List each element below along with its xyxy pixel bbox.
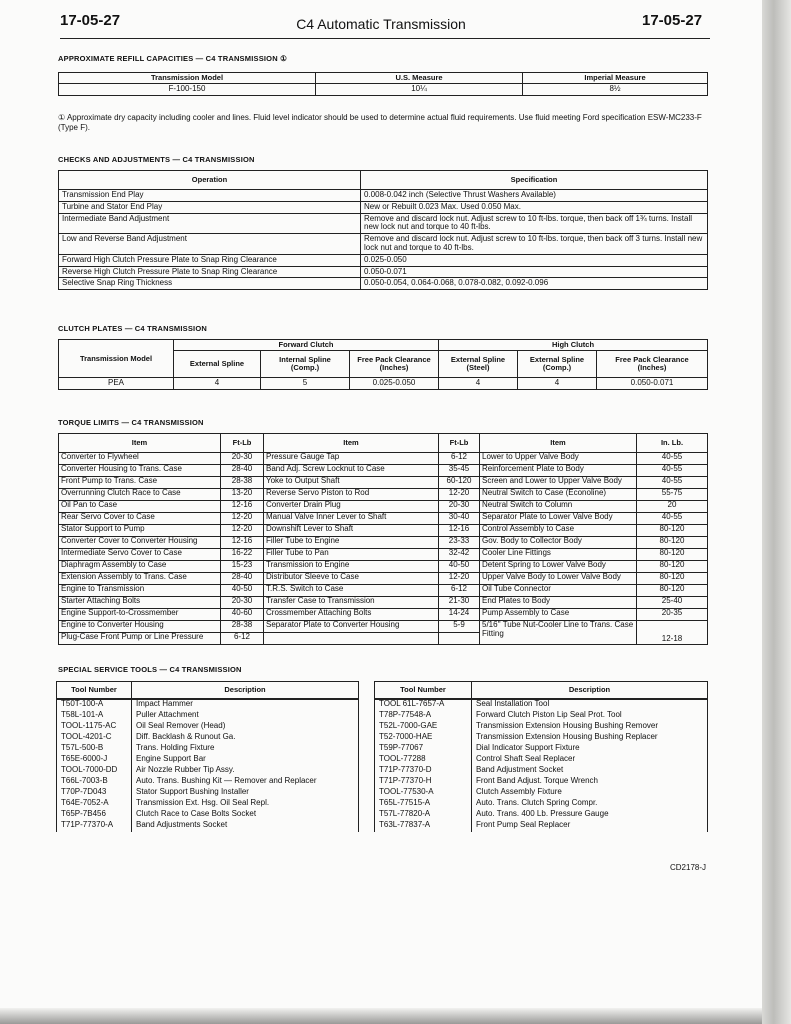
page-number-left: 17-05-27: [60, 12, 121, 29]
torque-item-2: Crossmember Attaching Bolts: [264, 609, 439, 621]
tool-number: T78P-77548-A: [375, 711, 472, 722]
torque-item-1: Front Pump to Trans. Case: [59, 477, 221, 489]
tool-description: Air Nozzle Rubber Tip Assy.: [132, 766, 359, 777]
tools-left-col-description: Description: [132, 682, 359, 700]
clutch-group-forward: Forward Clutch: [174, 340, 439, 351]
torque-value-3: 40-55: [637, 453, 708, 465]
torque-col-ftlb-2: Ft-Lb: [439, 434, 480, 453]
torque-item-1: Engine to Transmission: [59, 585, 221, 597]
tool-description: Band Adjustments Socket: [132, 821, 359, 832]
torque-value-1: 13-20: [221, 489, 264, 501]
tool-description: Band Adjustment Socket: [472, 766, 708, 777]
refill-heading: APPROXIMATE REFILL CAPACITIES — C4 TRANSMISSION ①: [58, 54, 288, 63]
tool-number: T71P-77370-D: [375, 766, 472, 777]
torque-item-1: Converter to Flywheel: [59, 453, 221, 465]
tool-number: T65E-6000-J: [57, 755, 132, 766]
refill-us: 10¼: [316, 84, 523, 96]
tool-description: Oil Seal Remover (Head): [132, 722, 359, 733]
tool-number: T59P-77067: [375, 744, 472, 755]
torque-item-2: Band Adj. Screw Locknut to Case: [264, 465, 439, 477]
tool-description: Clutch Race to Case Bolts Socket: [132, 810, 359, 821]
page-title: C4 Automatic Transmission: [296, 16, 466, 32]
torque-item-1: Oil Pan to Case: [59, 501, 221, 513]
torque-item-1: Intermediate Servo Cover to Case: [59, 549, 221, 561]
refill-model: F-100-150: [59, 84, 316, 96]
torque-value-1: 15-23: [221, 561, 264, 573]
torque-item-2: Pressure Gauge Tap: [264, 453, 439, 465]
clutch-model: PEA: [59, 378, 174, 390]
clutch-col-fwd-int: Internal Spline (Comp.): [261, 351, 350, 378]
torque-value-2: 35-45: [439, 465, 480, 477]
torque-item-1: Starter Attaching Bolts: [59, 597, 221, 609]
torque-item-2: Yoke to Output Shaft: [264, 477, 439, 489]
torque-value-3: 80-120: [637, 537, 708, 549]
tool-number: T71P-77370-H: [375, 777, 472, 788]
torque-item-3: Gov. Body to Collector Body: [480, 537, 637, 549]
torque-item-1: Converter Housing to Trans. Case: [59, 465, 221, 477]
torque-item-3: Separator Plate to Lower Valve Body: [480, 513, 637, 525]
tool-description: Puller Attachment: [132, 711, 359, 722]
torque-item-3: Neutral Switch to Column: [480, 501, 637, 513]
tool-number: T52-7000-HAE: [375, 733, 472, 744]
checks-operation: Reverse High Clutch Pressure Plate to Snap Ring Clearance: [59, 266, 361, 278]
clutch-col-high-ext-comp: External Spline (Comp.): [518, 351, 597, 378]
tools-right-col-description: Description: [472, 682, 708, 700]
torque-value-3: 80-120: [637, 573, 708, 585]
checks-operation: Transmission End Play: [59, 190, 361, 202]
tool-number: T66L-7003-B: [57, 777, 132, 788]
page-bottom-shadow: [0, 1008, 762, 1024]
torque-row: [59, 513, 708, 525]
torque-value-2: 21-30: [439, 597, 480, 609]
torque-row: [59, 465, 708, 477]
torque-item-2: Manual Valve Inner Lever to Shaft: [264, 513, 439, 525]
torque-item-2: Downshift Lever to Shaft: [264, 525, 439, 537]
torque-heading: TORQUE LIMITS — C4 TRANSMISSION: [58, 418, 204, 427]
checks-operation: Turbine and Stator End Play: [59, 201, 361, 213]
torque-item-1: Engine Support-to-Crossmember: [59, 609, 221, 621]
torque-item-3: Screen and Lower to Upper Valve Body: [480, 477, 637, 489]
refill-imperial: 8½: [523, 84, 708, 96]
torque-value-3: 40-55: [637, 513, 708, 525]
torque-value-1: 28-38: [221, 621, 264, 633]
tool-number: T64E-7052-A: [57, 799, 132, 810]
tool-description: Control Shaft Seal Replacer: [472, 755, 708, 766]
torque-item-1: Plug-Case Front Pump or Line Pressure: [59, 633, 221, 645]
torque-value-1: 12-20: [221, 525, 264, 537]
checks-row: [59, 254, 708, 266]
refill-footnote: ① Approximate dry capacity including cooler and lines. Fluid level indicator should be used to determine actual fluid requirements. Use fluid meeting Ford specification ESW-MC233-F (Type F).: [58, 113, 702, 133]
tool-description: Impact Hammer: [132, 699, 359, 711]
tool-description: Seal Installation Tool: [472, 699, 708, 711]
tool-number: T65P-7B456: [57, 810, 132, 821]
torque-value-2: 20-30: [439, 501, 480, 513]
clutch-col-model: Transmission Model: [59, 340, 174, 378]
torque-value-2: 14-24: [439, 609, 480, 621]
torque-value-3: 55-75: [637, 489, 708, 501]
clutch-high-ext-steel: 4: [439, 378, 518, 390]
refill-col-us: U.S. Measure: [316, 73, 523, 84]
checks-specification: New or Rebuilt 0.023 Max. Used 0.050 Max.: [361, 201, 708, 213]
torque-empty-2: [264, 633, 439, 645]
tool-number: T58L-101-A: [57, 711, 132, 722]
tool-number: T50T-100-A: [57, 699, 132, 711]
torque-item-2: T.R.S. Switch to Case: [264, 585, 439, 597]
torque-row: [59, 489, 708, 501]
torque-item-3: Control Assembly to Case: [480, 525, 637, 537]
torque-value-3: 80-120: [637, 585, 708, 597]
torque-row: [59, 453, 708, 465]
tools-left-col-number: Tool Number: [57, 682, 132, 700]
torque-col-item-2: Item: [264, 434, 439, 453]
tool-number: T57L-77820-A: [375, 810, 472, 821]
torque-item-1: Rear Servo Cover to Case: [59, 513, 221, 525]
clutch-col-high-ext-steel: External Spline (Steel): [439, 351, 518, 378]
torque-item-3: 5/16'' Tube Nut-Cooler Line to Trans. Case Fitting: [480, 621, 637, 645]
torque-value-2: 30-40: [439, 513, 480, 525]
torque-item-1: Overrunning Clutch Race to Case: [59, 489, 221, 501]
torque-value-1: 12-16: [221, 537, 264, 549]
torque-value-1: 40-60: [221, 609, 264, 621]
torque-item-1: Diaphragm Assembly to Case: [59, 561, 221, 573]
clutch-high-ext-comp: 4: [518, 378, 597, 390]
tool-description: Auto. Trans. Bushing Kit — Remover and Replacer: [132, 777, 359, 788]
torque-item-3: Upper Valve Body to Lower Valve Body: [480, 573, 637, 585]
tool-number: T70P-7D043: [57, 788, 132, 799]
tool-number: TOOL-7000-DD: [57, 766, 132, 777]
torque-value-1: 28-40: [221, 573, 264, 585]
refill-col-model: Transmission Model: [59, 73, 316, 84]
torque-value-3: 20-35: [637, 609, 708, 621]
clutch-fwd-ext: 4: [174, 378, 261, 390]
torque-item-1: Converter Cover to Converter Housing: [59, 537, 221, 549]
checks-specification: 0.025-0.050: [361, 254, 708, 266]
tool-description: Trans. Holding Fixture: [132, 744, 359, 755]
tool-description: Auto. Trans. 400 Lb. Pressure Gauge: [472, 810, 708, 821]
torque-value-2: 23-33: [439, 537, 480, 549]
clutch-high-free: 0.050-0.071: [597, 378, 708, 390]
checks-row: [59, 190, 708, 202]
torque-row: [59, 477, 708, 489]
tools-table-left: [56, 681, 359, 832]
tool-number: TOOL-1175-AC: [57, 722, 132, 733]
checks-row: [59, 234, 708, 255]
torque-value-1: 20-30: [221, 597, 264, 609]
checks-specification: 0.008-0.042 inch (Selective Thrust Washers Available): [361, 190, 708, 202]
torque-value-2: 40-50: [439, 561, 480, 573]
tool-number: T63L-77837-A: [375, 821, 472, 832]
torque-value-2: 6-12: [439, 453, 480, 465]
checks-specification: Remove and discard lock nut. Adjust screw to 10 ft-lbs. torque, then back off 1¾ turns. Install new lock nut and torque to 40 ft-lbs.: [361, 213, 708, 234]
tool-description: Auto. Trans. Clutch Spring Compr.: [472, 799, 708, 810]
checks-specification: 0.050-0.071: [361, 266, 708, 278]
torque-item-2: Distributor Sleeve to Case: [264, 573, 439, 585]
tool-description: Stator Support Bushing Installer: [132, 788, 359, 799]
torque-item-3: Pump Assembly to Case: [480, 609, 637, 621]
tools-row: [57, 821, 359, 832]
tool-description: Diff. Backlash & Runout Ga.: [132, 733, 359, 744]
torque-item-2: Separator Plate to Converter Housing: [264, 621, 439, 633]
torque-row: [59, 537, 708, 549]
torque-row: [59, 501, 708, 513]
torque-value-1: 40-50: [221, 585, 264, 597]
tool-number: T71P-77370-A: [57, 821, 132, 832]
tool-number: T65L-77515-A: [375, 799, 472, 810]
torque-item-2: Transfer Case to Transmission: [264, 597, 439, 609]
tool-number: T57L-500-B: [57, 744, 132, 755]
torque-item-2: Filler Tube to Engine: [264, 537, 439, 549]
clutch-col-fwd-ext: External Spline: [174, 351, 261, 378]
torque-item-1: Stator Support to Pump: [59, 525, 221, 537]
checks-col-operation: Operation: [59, 171, 361, 190]
torque-row: [59, 561, 708, 573]
refill-col-imperial: Imperial Measure: [523, 73, 708, 84]
torque-value-3: 12-18: [637, 621, 708, 645]
tool-description: Transmission Extension Housing Bushing Remover: [472, 722, 708, 733]
torque-value-1: 12-16: [221, 501, 264, 513]
torque-col-inlb-3: In. Lb.: [637, 434, 708, 453]
torque-value-3: 80-120: [637, 549, 708, 561]
tool-description: Engine Support Bar: [132, 755, 359, 766]
checks-col-spec: Specification: [361, 171, 708, 190]
checks-row: [59, 201, 708, 213]
checks-table: [58, 170, 708, 290]
clutch-fwd-int: 5: [261, 378, 350, 390]
torque-value-2: 60-120: [439, 477, 480, 489]
torque-value-1: 6-12: [221, 633, 264, 645]
tool-description: Front Pump Seal Replacer: [472, 821, 708, 832]
page-number-right: 17-05-27: [642, 12, 703, 29]
checks-specification: 0.050-0.054, 0.064-0.068, 0.078-0.082, 0.092-0.096: [361, 278, 708, 290]
refill-table: [58, 72, 708, 96]
torque-value-1: 28-38: [221, 477, 264, 489]
clutch-fwd-free: 0.025-0.050: [350, 378, 439, 390]
torque-row: [59, 525, 708, 537]
torque-row: [59, 585, 708, 597]
tool-number: TOOL-4201-C: [57, 733, 132, 744]
torque-value-2: 5-9: [439, 621, 480, 633]
torque-item-1: Extension Assembly to Trans. Case: [59, 573, 221, 585]
checks-heading: CHECKS AND ADJUSTMENTS — C4 TRANSMISSION: [58, 155, 255, 164]
torque-value-1: 28-40: [221, 465, 264, 477]
torque-item-2: Transmission to Engine: [264, 561, 439, 573]
torque-row: [59, 597, 708, 609]
torque-value-3: 80-120: [637, 561, 708, 573]
torque-item-1: Engine to Converter Housing: [59, 621, 221, 633]
torque-item-3: Oil Tube Connector: [480, 585, 637, 597]
checks-operation: Forward High Clutch Pressure Plate to Snap Ring Clearance: [59, 254, 361, 266]
tool-description: Forward Clutch Piston Lip Seal Prot. Tool: [472, 711, 708, 722]
tool-description: Front Band Adjust. Torque Wrench: [472, 777, 708, 788]
tool-number: TOOL-77530-A: [375, 788, 472, 799]
torque-item-3: End Plates to Body: [480, 597, 637, 609]
tool-description: Transmission Ext. Hsg. Oil Seal Repl.: [132, 799, 359, 810]
torque-row: [59, 609, 708, 621]
torque-value-2: 12-20: [439, 573, 480, 585]
clutch-table: [58, 339, 708, 390]
tools-table-right: [374, 681, 708, 832]
torque-value-1: 16-22: [221, 549, 264, 561]
tool-number: TOOL-77288: [375, 755, 472, 766]
torque-item-3: Cooler Line Fittings: [480, 549, 637, 561]
checks-row: [59, 213, 708, 234]
torque-row: [59, 621, 708, 633]
torque-value-2: 6-12: [439, 585, 480, 597]
clutch-col-high-free: Free Pack Clearance (Inches): [597, 351, 708, 378]
torque-item-3: Reinforcement Plate to Body: [480, 465, 637, 477]
torque-value-3: 20: [637, 501, 708, 513]
torque-col-ftlb-1: Ft-Lb: [221, 434, 264, 453]
tool-description: Dial Indicator Support Fixture: [472, 744, 708, 755]
tool-description: Transmission Extension Housing Bushing Replacer: [472, 733, 708, 744]
torque-value-1: 20-30: [221, 453, 264, 465]
book-spine-shadow: [762, 0, 791, 1024]
checks-specification: Remove and discard lock nut. Adjust screw to 10 ft-lbs. torque, then back off 3 turns. Install new lock nut and torque to 40 ft-lbs.: [361, 234, 708, 255]
torque-table: [58, 433, 708, 645]
torque-item-3: Lower to Upper Valve Body: [480, 453, 637, 465]
torque-item-2: Filler Tube to Pan: [264, 549, 439, 561]
torque-row: [59, 573, 708, 585]
clutch-heading: CLUTCH PLATES — C4 TRANSMISSION: [58, 324, 207, 333]
torque-value-3: 25-40: [637, 597, 708, 609]
torque-value-3: 80-120: [637, 525, 708, 537]
tools-row: [375, 821, 708, 832]
torque-value-2: 32-42: [439, 549, 480, 561]
header-rule: [60, 38, 710, 39]
torque-value-1: 12-20: [221, 513, 264, 525]
checks-operation: Intermediate Band Adjustment: [59, 213, 361, 234]
tools-heading: SPECIAL SERVICE TOOLS — C4 TRANSMISSION: [58, 665, 242, 674]
torque-item-2: Reverse Servo Piston to Rod: [264, 489, 439, 501]
torque-value-2: 12-16: [439, 525, 480, 537]
figure-code: CD2178-J: [670, 863, 707, 872]
checks-operation: Selective Snap Ring Thickness: [59, 278, 361, 290]
checks-row: [59, 278, 708, 290]
torque-value-3: 40-55: [637, 465, 708, 477]
torque-item-2: Converter Drain Plug: [264, 501, 439, 513]
tool-number: TOOL 61L-7657-A: [375, 699, 472, 711]
tools-right-col-number: Tool Number: [375, 682, 472, 700]
torque-value-2: 12-20: [439, 489, 480, 501]
clutch-group-high: High Clutch: [439, 340, 708, 351]
checks-row: [59, 266, 708, 278]
torque-col-item-1: Item: [59, 434, 221, 453]
torque-item-3: Detent Spring to Lower Valve Body: [480, 561, 637, 573]
tool-number: T52L-7000-GAE: [375, 722, 472, 733]
checks-operation: Low and Reverse Band Adjustment: [59, 234, 361, 255]
torque-empty-2: [439, 633, 480, 645]
torque-col-item-3: Item: [480, 434, 637, 453]
torque-item-3: Neutral Switch to Case (Econoline): [480, 489, 637, 501]
torque-value-3: 40-55: [637, 477, 708, 489]
torque-row: [59, 549, 708, 561]
clutch-col-fwd-free: Free Pack Clearance (Inches): [350, 351, 439, 378]
tool-description: Clutch Assembly Fixture: [472, 788, 708, 799]
